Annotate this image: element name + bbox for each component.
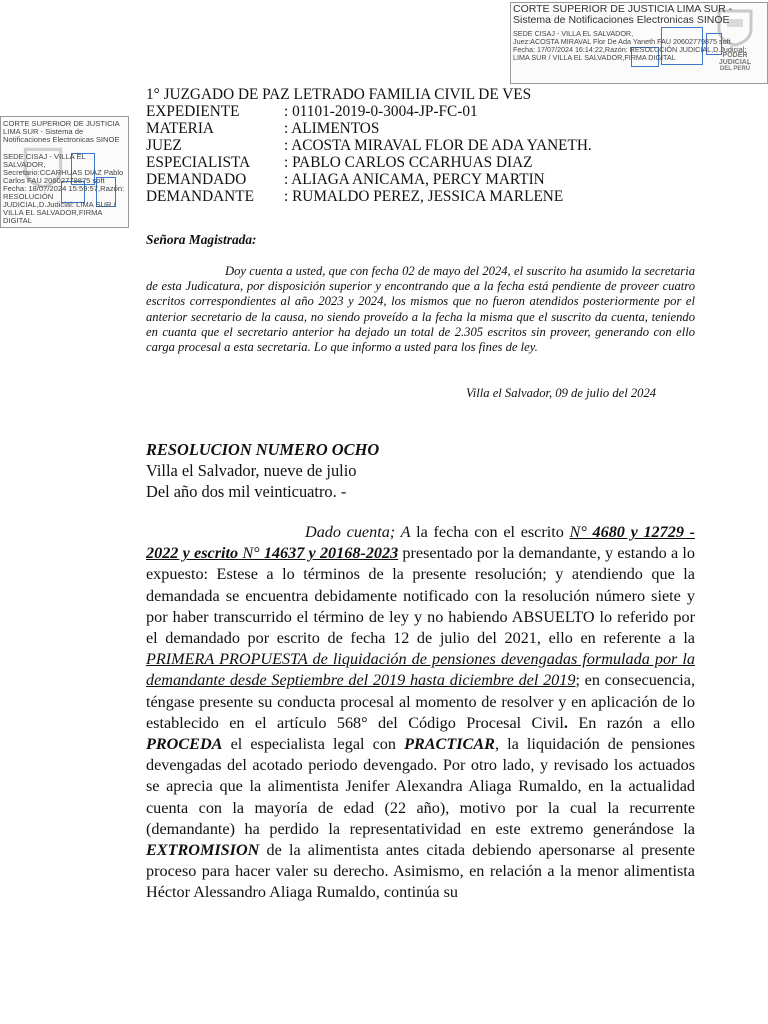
writ-numbers: 4680 y 12729 - 2022 y escrito <box>146 523 695 563</box>
case-header <box>146 86 592 205</box>
stamp-line: Fecha: 17/07/2024 16:14:22,Razón: RESOLUCIÓN JUDICIAL,D.Judicial: <box>513 45 747 54</box>
proposal-reference: PRIMERA PROPUESTA de liquidación de pensiones devengadas formulada por la demandante desde Septiembre del 2019 hasta diciembre del 2019 <box>146 650 695 690</box>
stamp-line: JUDICIAL,D.Judicial: LIMA SUR / <box>3 200 116 209</box>
secretary-report: Doy cuenta a usted, que con fecha 02 de mayo del 2024, el suscrito ha asumido la secretaria de esta Judicatura, por disposición superior y encontrando que a la fecha está pendiente de proveer cuatro escritos correspondientes al año 2023 y 2024, los mismos que no fueron atendidos posteriormente por el anterior secretario de la causa, no siendo proveído a la fecha la misma que el suscrito da cuenta, teniendo en cuanta que el secretario anterior ha dejado un total de 2.305 escritos sin proveer, generando con ello carga procesal a esta secretaria. Lo que informo a usted para los fines de ley. <box>146 264 695 355</box>
header-value: : RUMALDO PEREZ, JESSICA MARLENE <box>284 188 564 205</box>
header-row-especialista <box>146 154 592 171</box>
header-key: EXPEDIENTE <box>146 103 240 120</box>
header-value: : 01101-2019-0-3004-JP-FC-01 <box>284 103 478 120</box>
resolution-title: RESOLUCION NUMERO OCHO <box>146 440 380 459</box>
body-text: presentado por la demandante, y estando a lo expuesto: Estese a lo términos de la presente resolución; y atendiendo que la demandada se encuentra debidamente notificado con la resolución número siete y por haber transcurrido el término de ley y no habiendo ABSUELTO lo referido por el demandado por escrito de fecha 12 de julio del 2021, ello en referente a la <box>146 544 696 648</box>
stamp-line: Notificaciones Electronicas SINOE <box>3 135 120 144</box>
header-key: ESPECIALISTA <box>146 154 251 171</box>
header-value: : ACOSTA MIRAVAL FLOR DE ADA YANETH. <box>284 137 592 154</box>
stamp-line: LIMA SUR - Sistema de <box>3 127 84 136</box>
court-name: 1° JUZGADO DE PAZ LETRADO FAMILIA CIVIL DE VES <box>146 86 532 103</box>
body-text: N° <box>569 523 593 541</box>
header-key: DEMANDANTE <box>146 188 254 205</box>
stamp-line: Carlos FAU 20602779875 soft <box>3 176 105 185</box>
stamp-line: Secretario:CCARHUAS DIAZ Pablo <box>3 168 124 177</box>
body-text: N° <box>238 544 264 563</box>
header-value: : PABLO CARLOS CCARHUAS DIAZ <box>284 154 533 171</box>
body-text: el especialista legal con <box>222 735 405 754</box>
body-text: . <box>563 713 568 732</box>
emphasis-extromision: EXTROMISION <box>146 841 260 860</box>
resolution-body <box>146 522 695 904</box>
header-row-expediente <box>146 103 592 120</box>
stamp-line: SEDE CISAJ - VILLA EL SALVADOR, <box>513 29 634 38</box>
resolution-year: Del año dos mil veinticuatro. - <box>146 482 347 501</box>
emphasis-proceda: PROCEDA <box>146 735 223 754</box>
body-text: En razón a ello <box>567 713 695 732</box>
body-text: Dado cuenta; A <box>305 523 411 541</box>
header-row-juez <box>146 137 592 154</box>
stamp-line: Juez:ACOSTA MIRAVAL Flor De Ada Yaneth FAU 20602779875 soft <box>513 37 731 46</box>
stamp-line: SALVADOR, <box>3 160 46 169</box>
stamp-line: CORTE SUPERIOR DE JUSTICIA <box>3 119 120 128</box>
stamp-line: VILLA EL SALVADOR,FIRMA <box>3 208 103 217</box>
logo-text: PODER JUDICIAL <box>718 52 752 66</box>
greeting: Señora Magistrada: <box>146 232 257 247</box>
report-date: Villa el Salvador, 09 de julio del 2024 <box>466 386 657 400</box>
stamp-line: CORTE SUPERIOR DE JUSTICIA LIMA SUR - <box>513 3 733 15</box>
digital-signature-stamp-judge <box>510 2 768 84</box>
stamp-line: DIGITAL <box>3 216 32 225</box>
stamp-line: SEDE CISAJ - VILLA EL <box>3 152 86 161</box>
header-value: : ALIAGA ANICAMA, PERCY MARTIN <box>284 171 545 188</box>
body-text: la fecha con el escrito <box>410 523 570 541</box>
emphasis-practicar: PRACTICAR <box>404 735 495 754</box>
header-row-demandado <box>146 171 592 188</box>
resolution-place: Villa el Salvador, nueve de julio <box>146 461 357 480</box>
header-value: : ALIMENTOS <box>284 120 380 137</box>
stamp-line: Sistema de Notificaciones Electronicas SINOE <box>513 14 730 26</box>
body-text: de la alimentista antes citada debiendo apersonarse al presente proceso para hacer valer su derecho. Asimismo, en relación a la menor alimentista Héctor Alessandro Aliaga Rumaldo, continúa su <box>146 841 695 902</box>
header-row-materia <box>146 120 592 137</box>
header-key: JUEZ <box>146 137 182 154</box>
header-row-demandante <box>146 188 592 205</box>
logo-subtext: DEL PERÚ <box>719 66 751 72</box>
body-text: ; en consecuencia, téngase presente su conducta procesal al momento de resolver y en aplicación de lo establecido en el artículo 568° del Código Procesal Civil <box>146 671 695 732</box>
stamp-line: RESOLUCIÓN <box>3 192 54 201</box>
header-key: DEMANDADO <box>146 171 247 188</box>
header-key: MATERIA <box>146 120 214 137</box>
writ-numbers: 14637 y 20168-2023 <box>263 544 399 563</box>
body-text: , la liquidación de pensiones devengadas del acotado periodo devengado. Por otro lado, y revisado los actuados se aprecia que la alimentista Jenifer Alexandra Aliaga Rumaldo, en la actualidad cuenta con la mayoría de edad (22 año), motivo por la cual la recurrente (demandante) ha perdido la representatividad en este extremo generándose la <box>146 735 695 838</box>
stamp-line: Fecha: 18/07/2024 15:59:57,Razón: <box>3 184 125 193</box>
stamp-line: LIMA SUR / VILLA EL SALVADOR,FIRMA DIGITAL <box>513 53 676 62</box>
digital-signature-stamp-secretary <box>0 116 129 228</box>
